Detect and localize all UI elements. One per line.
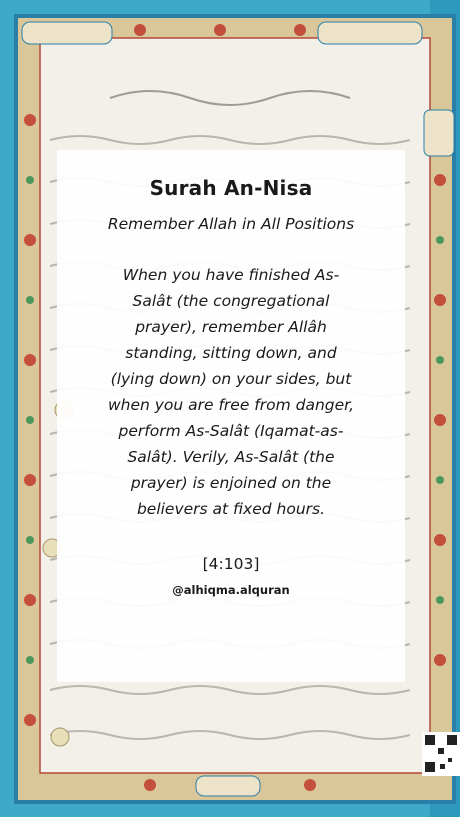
verse-theme-subtitle: Remember Allah in All Positions (107, 215, 355, 233)
surah-title: Surah An-Nisa (149, 176, 313, 200)
verse-translation: When you have finished As-Salât (the congregational prayer), remember Allâh standing, sitting down, and (lying down) on your sides, but when you are free from danger, perform As-Salât (Iqamat-as-Salât). Verily, As-Salât (the prayer) is enjoined on the believers at fixed hours. (107, 266, 355, 518)
account-handle: @alhiqma.alquran (172, 583, 290, 597)
juz-header-cartouche (318, 22, 422, 44)
surah-header-cartouche (22, 22, 112, 44)
page-number-cartouche (196, 776, 260, 796)
verse-reference: [4:103] (202, 555, 260, 573)
verse-card (57, 150, 405, 682)
qr-code (422, 732, 460, 776)
